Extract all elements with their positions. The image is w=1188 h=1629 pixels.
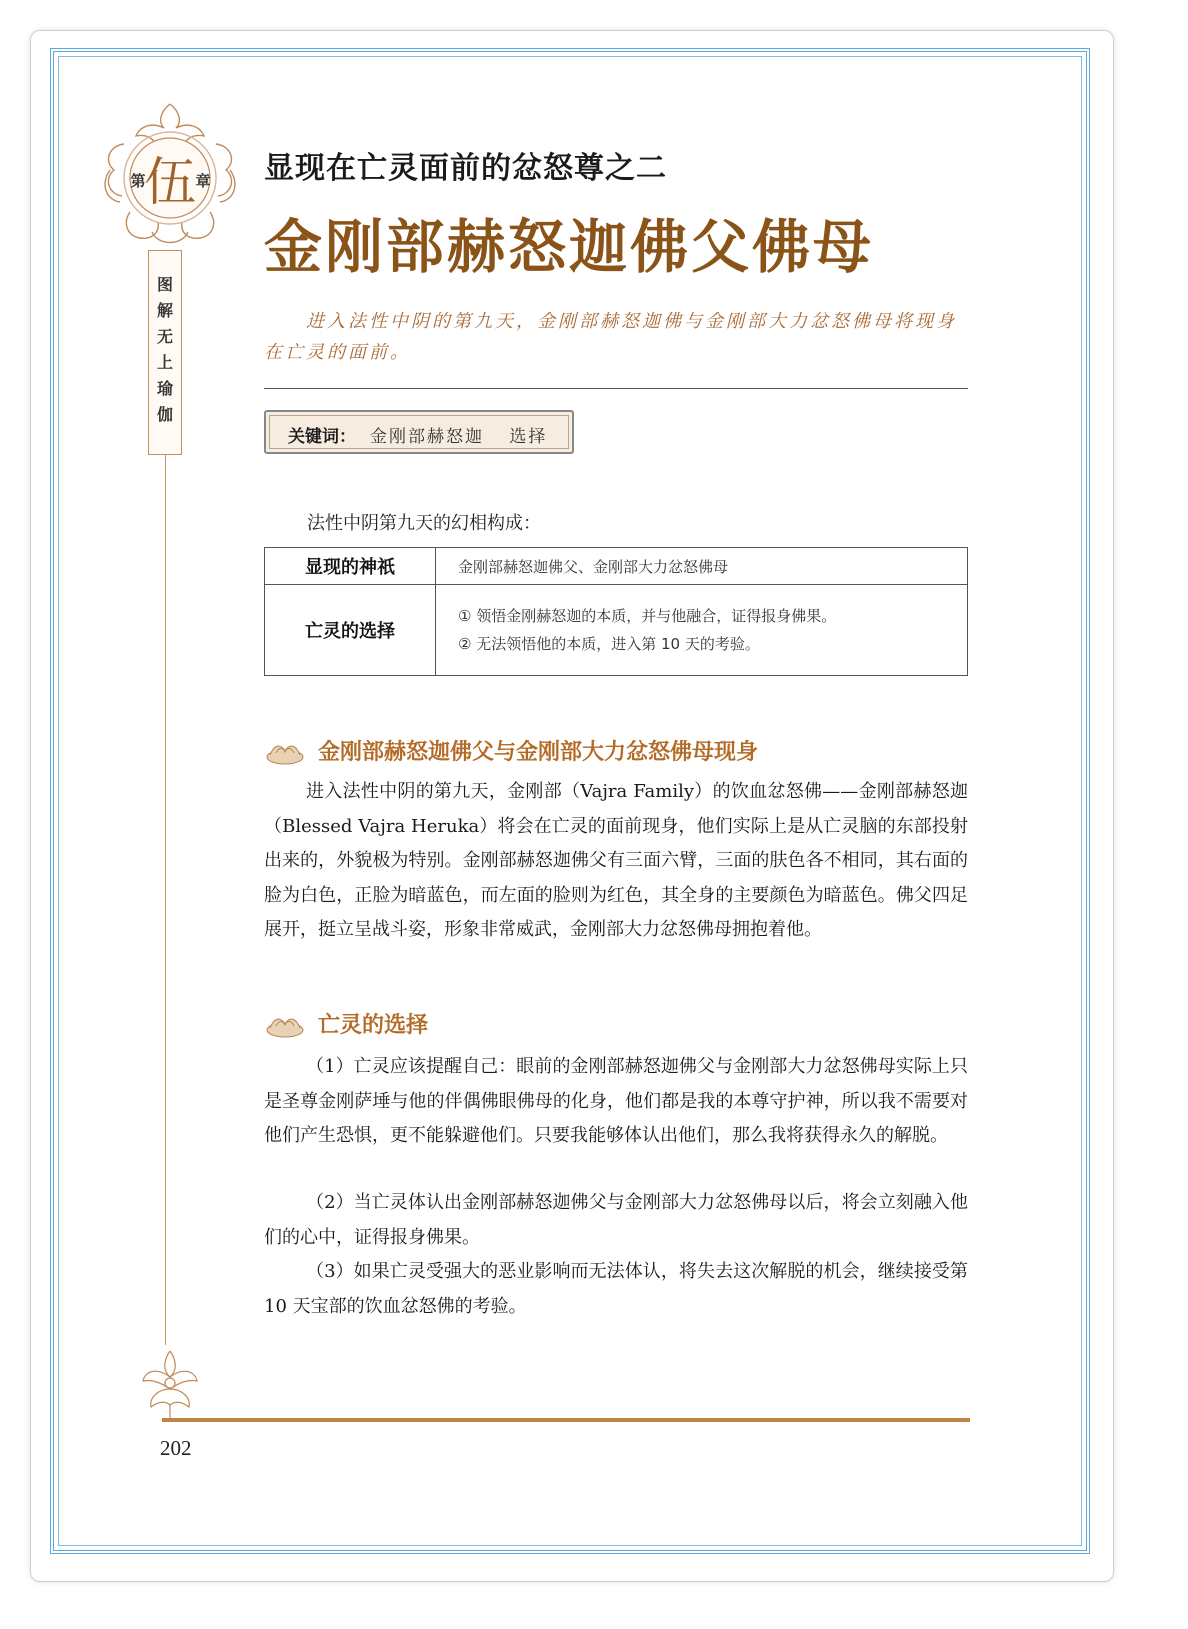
lotus-ornament-icon — [264, 739, 306, 767]
lotus-ornament-icon — [264, 1012, 306, 1040]
chapter-emblem — [100, 100, 240, 250]
section-heading — [264, 1008, 428, 1040]
keyword-label: 关键词： — [288, 427, 356, 447]
chapter-prefix: 第 — [130, 172, 146, 190]
choice-item: ① 领悟金刚赫怒迦的本质，并与他融合，证得报身佛果。 — [458, 607, 837, 625]
lotus-flower-icon — [135, 1345, 205, 1420]
table-cell: 金刚部赫怒迦佛父、金刚部大力忿怒佛母 — [436, 548, 968, 585]
sidebar-book-title — [148, 272, 182, 428]
sidebar-char: 图 — [156, 275, 173, 294]
keyword-values — [370, 422, 565, 447]
table-header-cell: 亡灵的选择 — [265, 585, 436, 676]
section-heading — [264, 735, 758, 767]
keyword-item: 选择 — [509, 427, 548, 447]
body-paragraph: 进入法性中阴的第九天，金刚部（Vajra Family）的饮血忿怒佛——金刚部赫怒迦 （Blessed Vajra Heruka）将会在亡灵的面前现身，他们实际上是从亡灵脑的东部投射出来的，外貌极为特别。金刚部赫怒迦佛父有三面六臂，三面的肤色各不相同，其右面的脸为白色，正脸为暗蓝色，而左面的脸则为红色，其全身的主要颜色为暗蓝色。佛父四足展开，挺立呈战斗姿，形象非常威武，金刚部大力忿怒佛母拥抱着他。 — [264, 781, 968, 940]
choice-item: ② 无法领悟他的本质，进入第 10 天的考验。 — [458, 635, 760, 653]
chapter-suffix: 章 — [195, 172, 211, 190]
page-title: 金刚部赫怒迦佛父佛母 — [264, 213, 875, 281]
intro-text: 进入法性中阴的第九天，金刚部赫怒迦佛与金刚部大力忿怒佛母将现身在亡灵的面前。 — [264, 311, 957, 363]
sidebar-char: 伽 — [156, 405, 173, 424]
sidebar-char: 无 — [156, 327, 173, 346]
table-row — [265, 548, 968, 585]
body-paragraph: （2）当亡灵体认出金刚部赫怒迦佛父与金刚部大力忿怒佛母以后，将会立刻融入他们的心中，证得报身佛果。 — [264, 1192, 968, 1248]
keyword-box — [264, 410, 574, 454]
chapter-number: 伍 — [143, 153, 197, 213]
body-paragraph: （3）如果亡灵受强大的恶业影响而无法体认，将失去这次解脱的机会，继续接受第 10 天宝部的饮血忿怒佛的考验。 — [264, 1261, 968, 1317]
table-header-cell: 显现的神祇 — [265, 548, 436, 585]
page-number: 202 — [160, 1436, 192, 1460]
keyword-item: 金刚部赫怒迦 — [370, 427, 484, 447]
table-caption: 法性中阴第九天的幻相构成： — [307, 513, 541, 534]
vision-table — [264, 547, 968, 676]
footer-rule — [162, 1418, 970, 1422]
section-heading-text: 金刚部赫怒迦佛父与金刚部大力忿怒佛母现身 — [318, 740, 759, 765]
table-row — [265, 585, 968, 676]
body-paragraph: （1）亡灵应该提醒自己：眼前的金刚部赫怒迦佛父与金刚部大力忿怒佛母实际上只是圣尊金刚萨埵与他的伴偶佛眼佛母的化身，他们都是我的本尊守护神，所以我不需要对他们产生恐惧，更不能躲避他们。只要我能够体认出他们，那么我将获得永久的解脱。 — [264, 1056, 968, 1146]
table-cell — [436, 585, 968, 676]
sidebar-divider-line — [165, 455, 166, 1345]
section-heading-text: 亡灵的选择 — [318, 1013, 429, 1038]
divider — [264, 388, 968, 389]
sidebar-char: 瑜 — [156, 379, 173, 398]
sidebar-char: 解 — [156, 301, 173, 320]
sidebar-char: 上 — [156, 353, 173, 372]
page-subtitle: 显现在亡灵面前的忿怒尊之二 — [264, 151, 667, 186]
